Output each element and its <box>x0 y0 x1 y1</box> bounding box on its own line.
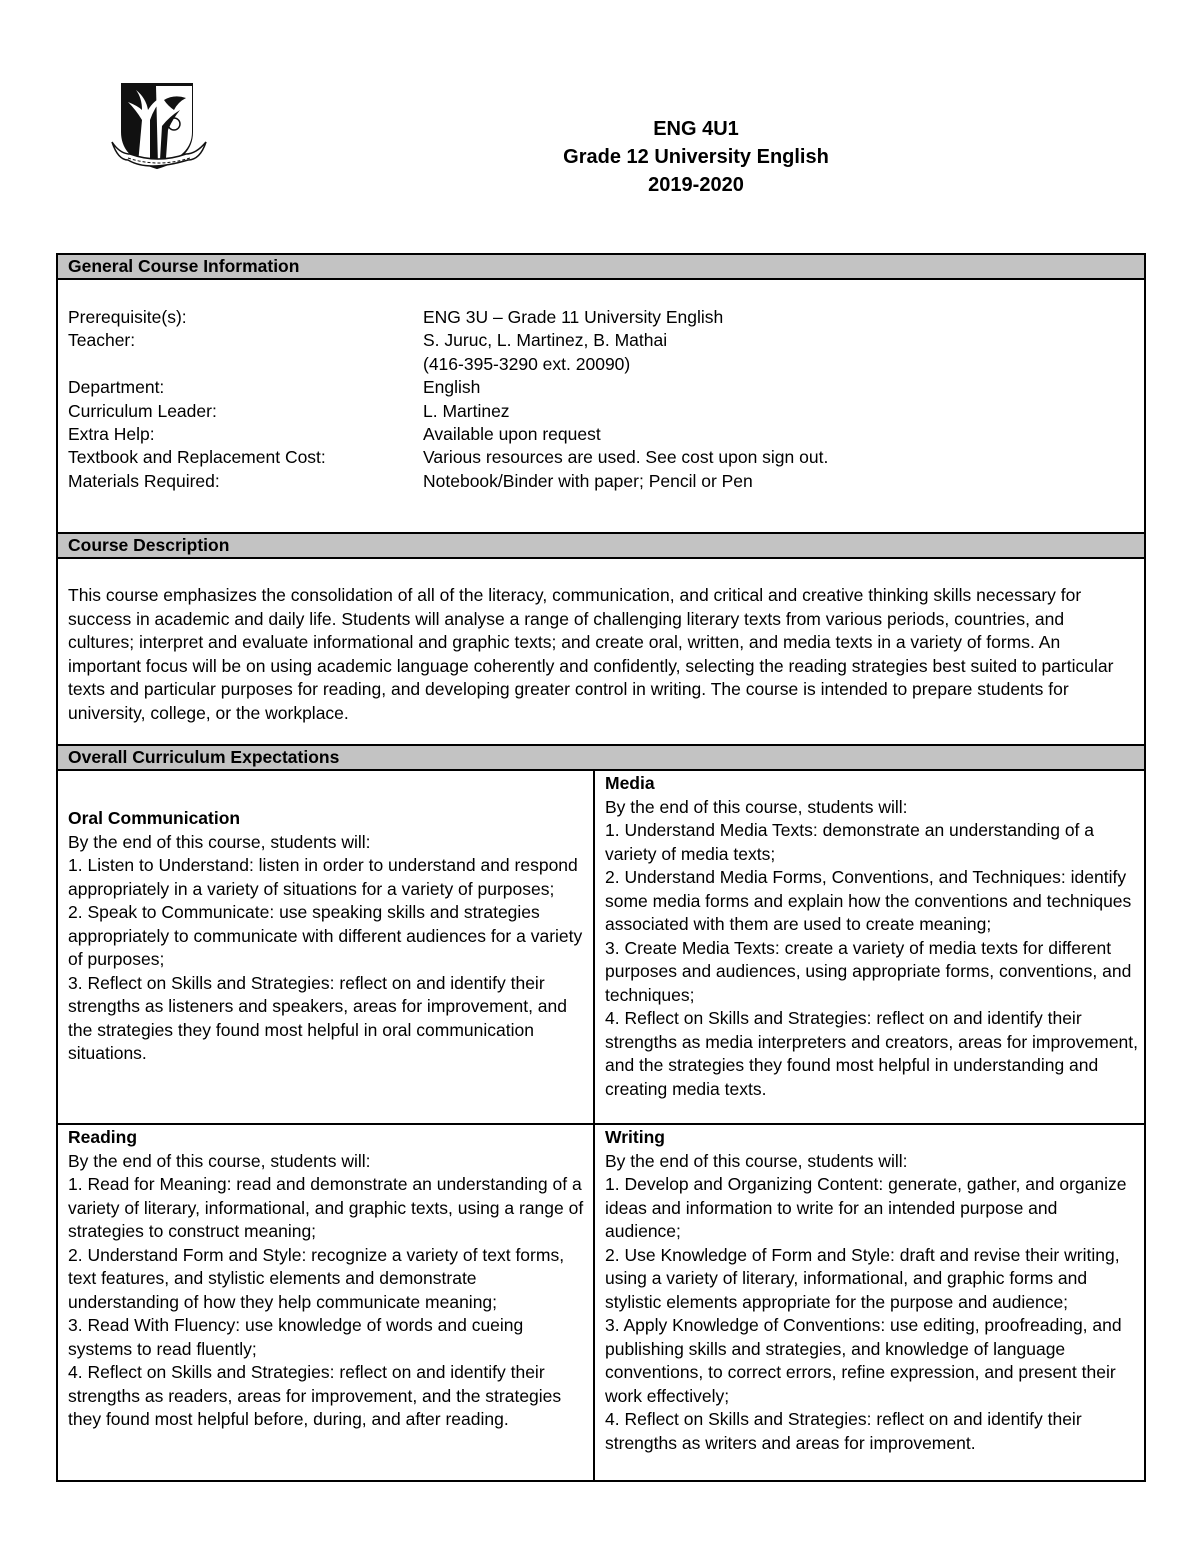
info-label <box>68 353 423 376</box>
expectations-grid <box>58 771 1144 1480</box>
info-label: Extra Help: <box>68 424 155 445</box>
media-item: 3. Create Media Texts: create a variety of media texts for different purposes and audiences, using appropriate forms, conventions, and techniques; <box>605 937 1132 1005</box>
school-year: 2019-2020 <box>648 174 744 196</box>
info-value: Various resources are used. See cost upon sign out. <box>423 447 829 468</box>
reading-item: 1. Read for Meaning: read and demonstrate an understanding of a variety of literary, informational, and graphic texts, using a range of strategies to construct meaning; <box>68 1174 584 1241</box>
info-value: ENG 3U – Grade 11 University English <box>423 307 724 327</box>
reading-item: 2. Understand Form and Style: recognize a variety of text forms, text features, and stylistic elements and demonstrate understanding of how they help communicate meaning; <box>68 1244 565 1312</box>
reading-title: Reading <box>68 1127 138 1147</box>
general-info-heading: General Course Information <box>58 255 1144 280</box>
writing-item: 4. Reflect on Skills and Strategies: reflect on and identify their strengths as writers and areas for improvement. <box>605 1409 1082 1453</box>
document-header <box>450 115 942 199</box>
info-row-prerequisite <box>68 306 1134 329</box>
writing-item: 1. Develop and Organizing Content: generate, gather, and organize ideas and information to write for an intended purpose and audience; <box>605 1174 1127 1241</box>
reading-item: 3. Read With Fluency: use knowledge of words and cueing systems to read fluently; <box>68 1315 524 1359</box>
course-description-text: This course emphasizes the consolidation of all of the literacy, communication, and critical and creative thinking skills necessary for success in academic and daily life. Students will analyse a range of challenging literary texts from various periods, countries, and cultures; interpret and evaluate informational and graphic texts; and create oral, written, and media texts in a variety of forms. An important focus will be on using academic language coherently and confidently, selecting the reading strategies best suited to particular texts and particular purposes for reading, and developing greater control in writing. The course is intended to prepare students for university, college, or the workplace. <box>68 585 1114 723</box>
school-crest-logo <box>108 80 210 172</box>
info-label: Materials Required: <box>68 470 220 491</box>
oral-item: 1. Listen to Understand: listen in order to understand and respond appropriately in a variety of situations for a variety of purposes; <box>68 855 578 899</box>
info-label: Prerequisite(s): <box>68 307 187 327</box>
writing-cell <box>595 1125 1144 1480</box>
course-outline-table <box>56 253 1146 1482</box>
info-value: Notebook/Binder with paper; Pencil or Pen <box>423 470 753 491</box>
expectations-heading: Overall Curriculum Expectations <box>58 744 1144 771</box>
info-row-teacher <box>68 329 1134 352</box>
info-value: (416-395-3290 ext. 20090) <box>423 353 631 374</box>
info-row-teacher-phone <box>68 353 1134 376</box>
info-label: Curriculum Leader: <box>68 400 217 421</box>
media-item: 2. Understand Media Forms, Conventions, and Techniques: identify some media forms and explain how the conventions and techniques associated with them are used to create meaning; <box>605 867 1132 934</box>
info-row-department <box>68 376 1134 399</box>
info-value: Available upon request <box>423 424 601 445</box>
general-info-section <box>58 280 1144 532</box>
course-name: Grade 12 University English <box>563 146 829 168</box>
reading-intro: By the end of this course, students will: <box>68 1150 371 1171</box>
writing-intro: By the end of this course, students will: <box>605 1150 908 1171</box>
media-cell <box>595 771 1144 1125</box>
reading-item: 4. Reflect on Skills and Strategies: reflect on and identify their strengths as readers, areas for improvement, and the strategies they found most helpful before, during, and after reading. <box>68 1362 562 1429</box>
media-title: Media <box>605 773 655 793</box>
oral-communication-cell <box>58 771 595 1125</box>
info-label: Department: <box>68 377 165 398</box>
info-label: Teacher: <box>68 330 136 351</box>
info-value: L. Martinez <box>423 400 510 421</box>
info-row-curriculum-leader <box>68 400 1134 423</box>
info-value: S. Juruc, L. Martinez, B. Mathai <box>423 330 668 351</box>
oral-intro: By the end of this course, students will: <box>68 831 371 852</box>
writing-title: Writing <box>605 1127 665 1147</box>
media-intro: By the end of this course, students will: <box>605 796 908 817</box>
oral-item: 3. Reflect on Skills and Strategies: reflect on and identify their strengths as listeners and speakers, areas for improvement, and the strategies they found most helpful in oral communication situations. <box>68 972 567 1063</box>
course-code: ENG 4U1 <box>653 118 739 140</box>
course-description-heading: Course Description <box>58 532 1144 559</box>
oral-communication-title: Oral Communication <box>68 808 241 828</box>
media-item: 4. Reflect on Skills and Strategies: reflect on and identify their strengths as media interpreters and creators, areas for improvement, and the strategies they found most helpful in understanding and creating media texts. <box>605 1008 1139 1099</box>
info-row-extra-help <box>68 423 1134 446</box>
info-row-materials <box>68 470 1134 493</box>
info-value: English <box>423 377 481 398</box>
reading-cell <box>58 1125 595 1480</box>
writing-item: 3. Apply Knowledge of Conventions: use editing, proofreading, and publishing skills and strategies, and knowledge of language conventions, to correct errors, refine expression, and present their work effectively; <box>605 1315 1122 1406</box>
info-label: Textbook and Replacement Cost: <box>68 447 326 468</box>
writing-item: 2. Use Knowledge of Form and Style: draft and revise their writing, using a variety of literary, informational, and graphic forms and stylistic elements appropriate for the purpose and audience; <box>605 1244 1120 1312</box>
oral-item: 2. Speak to Communicate: use speaking skills and strategies appropriately to communicate with different audiences for a variety of purposes; <box>68 902 583 969</box>
info-row-textbook-cost <box>68 446 1134 469</box>
media-item: 1. Understand Media Texts: demonstrate an understanding of a variety of media texts; <box>605 820 1095 864</box>
